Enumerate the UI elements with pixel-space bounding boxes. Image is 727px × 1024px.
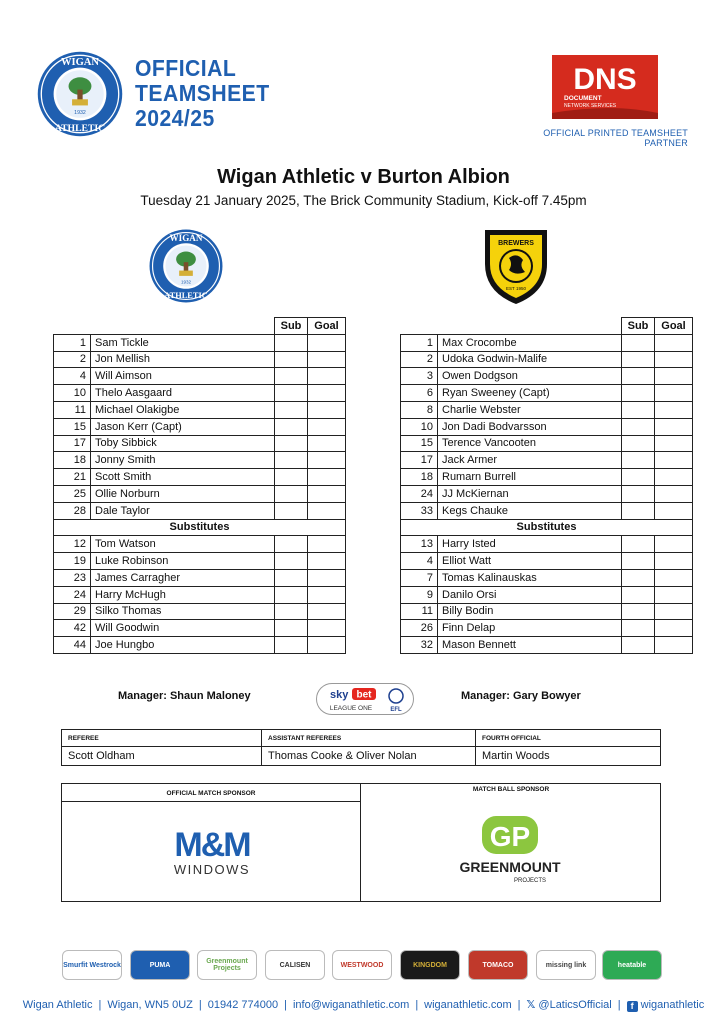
goal-cell[interactable] <box>655 401 693 418</box>
goal-cell[interactable] <box>655 637 693 654</box>
player-row <box>401 469 693 486</box>
goal-cell[interactable] <box>308 435 346 452</box>
sub-cell[interactable] <box>622 553 655 570</box>
player-row <box>54 418 346 435</box>
fourth-official-label: FOURTH OFFICIAL <box>476 730 661 747</box>
header-blank <box>54 318 91 335</box>
player-name: Joe Hungbo <box>91 637 275 654</box>
mm-logo-text: M&M <box>174 826 250 864</box>
player-row <box>54 637 346 654</box>
header-blank <box>438 318 622 335</box>
footer-x-handle[interactable]: @LaticsOfficial <box>538 999 612 1011</box>
player-row <box>401 368 693 385</box>
player-name: Will Aimson <box>91 368 275 385</box>
player-row <box>401 620 693 637</box>
sub-cell[interactable] <box>622 418 655 435</box>
goal-cell[interactable] <box>655 368 693 385</box>
dns-logo <box>552 55 658 119</box>
goal-cell[interactable] <box>308 553 346 570</box>
sub-cell[interactable] <box>275 435 308 452</box>
sub-cell[interactable] <box>622 351 655 368</box>
home-crest-top: WIGAN <box>169 232 203 243</box>
match-title: Wigan Athletic v Burton Albion <box>217 166 510 188</box>
goal-cell[interactable] <box>308 502 346 519</box>
player-row <box>54 569 346 586</box>
goal-cell[interactable] <box>655 536 693 553</box>
header-blank <box>401 318 438 335</box>
player-row <box>401 334 693 351</box>
goal-cell[interactable] <box>655 334 693 351</box>
player-number: 10 <box>401 418 438 435</box>
player-number: 3 <box>401 368 438 385</box>
skybet-brand-1: sky <box>330 689 349 701</box>
player-name: Udoka Godwin-Malife <box>438 351 622 368</box>
player-row <box>401 637 693 654</box>
crest-text-top: WIGAN <box>60 56 100 68</box>
goal-cell[interactable] <box>308 603 346 620</box>
goal-cell[interactable] <box>655 569 693 586</box>
goal-cell[interactable] <box>308 485 346 502</box>
goal-cell[interactable] <box>308 569 346 586</box>
player-number: 4 <box>401 553 438 570</box>
player-name: Harry Isted <box>438 536 622 553</box>
match-sponsor-label: OFFICIAL MATCH SPONSOR <box>166 790 256 797</box>
goal-cell[interactable] <box>308 351 346 368</box>
sub-cell[interactable] <box>622 401 655 418</box>
goal-cell[interactable] <box>655 351 693 368</box>
goal-cell[interactable] <box>655 586 693 603</box>
player-number: 11 <box>54 401 91 418</box>
crest-year: 1932 <box>74 110 86 117</box>
sub-cell[interactable] <box>275 553 308 570</box>
player-name: Dale Taylor <box>91 502 275 519</box>
home-crest-bottom: ATHLETIC <box>164 290 208 300</box>
player-number: 21 <box>54 469 91 486</box>
player-row <box>54 385 346 402</box>
player-name: Rumarn Burrell <box>438 469 622 486</box>
player-name: Terence Vancooten <box>438 435 622 452</box>
player-name: Luke Robinson <box>91 553 275 570</box>
assistants-names: Thomas Cooke & Oliver Nolan <box>262 747 476 766</box>
player-row <box>54 469 346 486</box>
goal-cell[interactable] <box>308 637 346 654</box>
home-crest-year: 1932 <box>180 279 192 285</box>
sub-cell[interactable] <box>622 637 655 654</box>
player-row <box>54 553 346 570</box>
player-number: 18 <box>401 469 438 486</box>
player-row <box>54 536 346 553</box>
away-team-table <box>400 317 693 654</box>
sub-cell[interactable] <box>275 485 308 502</box>
official-line-2: TEAMSHEET <box>135 80 270 106</box>
player-name: Mason Bennett <box>438 637 622 654</box>
partner-caption: OFFICIAL PRINTED TEAMSHEET PARTNER <box>543 128 688 148</box>
dns-logo-sub1: DOCUMENT <box>564 95 602 102</box>
player-row <box>54 351 346 368</box>
player-number: 28 <box>54 502 91 519</box>
player-number: 8 <box>401 401 438 418</box>
gp-logo-sub: PROJECTS <box>513 878 547 884</box>
player-number: 15 <box>54 418 91 435</box>
player-row <box>54 502 346 519</box>
official-line-1: OFFICIAL <box>135 55 237 81</box>
sub-cell[interactable] <box>275 603 308 620</box>
player-number: 25 <box>54 485 91 502</box>
partner-logo: heatable <box>602 950 662 980</box>
player-number: 9 <box>401 586 438 603</box>
goal-cell[interactable] <box>655 418 693 435</box>
player-row <box>54 603 346 620</box>
player-row <box>401 586 693 603</box>
player-number: 6 <box>401 385 438 402</box>
away-crest-year: EST 1950 <box>506 286 526 291</box>
home-team-table <box>53 317 346 654</box>
player-name: Jason Kerr (Capt) <box>91 418 275 435</box>
player-name: Ryan Sweeney (Capt) <box>438 385 622 402</box>
footer-address: Wigan, WN5 0UZ <box>107 999 193 1011</box>
player-number: 24 <box>54 586 91 603</box>
player-number: 44 <box>54 637 91 654</box>
sub-cell[interactable] <box>622 603 655 620</box>
player-number: 1 <box>401 334 438 351</box>
player-number: 26 <box>401 620 438 637</box>
player-number: 12 <box>54 536 91 553</box>
footer-phone: 01942 774000 <box>207 999 279 1011</box>
player-name: Max Crocombe <box>438 334 622 351</box>
player-number: 23 <box>54 569 91 586</box>
player-row <box>54 435 346 452</box>
fourth-official-name: Martin Woods <box>476 747 661 766</box>
player-row <box>401 485 693 502</box>
goal-cell[interactable] <box>655 620 693 637</box>
goal-cell[interactable] <box>308 334 346 351</box>
player-number: 19 <box>54 553 91 570</box>
player-number: 13 <box>401 536 438 553</box>
footer-website[interactable]: wiganathletic.com <box>424 999 512 1011</box>
sub-cell[interactable] <box>622 334 655 351</box>
player-name: Tomas Kalinauskas <box>438 569 622 586</box>
substitutes-header: Substitutes <box>54 519 346 536</box>
sub-cell[interactable] <box>275 334 308 351</box>
player-number: 7 <box>401 569 438 586</box>
facebook-icon: f <box>627 1001 638 1012</box>
away-crest-text: BREWERS <box>498 240 534 247</box>
goal-cell[interactable] <box>308 418 346 435</box>
player-name: Billy Bodin <box>438 603 622 620</box>
player-row <box>401 452 693 469</box>
sub-cell[interactable] <box>275 452 308 469</box>
player-number: 42 <box>54 620 91 637</box>
sub-cell[interactable] <box>622 452 655 469</box>
player-number: 32 <box>401 637 438 654</box>
sub-cell[interactable] <box>275 569 308 586</box>
goal-cell[interactable] <box>308 536 346 553</box>
goal-cell[interactable] <box>655 502 693 519</box>
player-name: Michael Olakigbe <box>91 401 275 418</box>
player-row <box>54 620 346 637</box>
player-row <box>401 385 693 402</box>
sub-cell[interactable] <box>622 502 655 519</box>
player-row <box>401 536 693 553</box>
player-row <box>401 553 693 570</box>
officials-table <box>61 729 661 766</box>
partner-logo: CALISEN <box>265 950 325 980</box>
home-crest <box>148 228 224 304</box>
player-name: Toby Sibbick <box>91 435 275 452</box>
partner-logo: missing link <box>536 950 596 980</box>
footer: Wigan Athletic | Wigan, WN5 0UZ | 01942 774000 | info@wiganathletic.com | wiganathletic.com | 𝕏 @LaticsOfficial | f wiganathletic <box>22 999 705 1011</box>
sub-cell[interactable] <box>275 385 308 402</box>
footer-email[interactable]: info@wiganathletic.com <box>292 999 410 1011</box>
sub-cell[interactable] <box>275 586 308 603</box>
sub-cell[interactable] <box>275 469 308 486</box>
x-icon: 𝕏 <box>526 999 536 1011</box>
player-name: Silko Thomas <box>91 603 275 620</box>
mm-windows-logo <box>162 826 262 878</box>
sub-cell[interactable] <box>622 469 655 486</box>
match-sponsor-header-line <box>61 801 361 802</box>
sub-cell[interactable] <box>275 351 308 368</box>
crest-text-bottom: ATHLETIC <box>54 122 106 134</box>
footer-fb-handle[interactable]: wiganathletic <box>640 999 705 1011</box>
player-number: 4 <box>54 368 91 385</box>
player-name: JJ McKiernan <box>438 485 622 502</box>
player-number: 18 <box>54 452 91 469</box>
referee-label: REFEREE <box>62 730 262 747</box>
player-name: Will Goodwin <box>91 620 275 637</box>
player-row <box>54 334 346 351</box>
player-number: 29 <box>54 603 91 620</box>
goal-cell[interactable] <box>655 469 693 486</box>
player-name: Thelo Aasgaard <box>91 385 275 402</box>
player-number: 17 <box>54 435 91 452</box>
goal-cell[interactable] <box>655 435 693 452</box>
player-number: 10 <box>54 385 91 402</box>
goal-cell[interactable] <box>308 620 346 637</box>
skybet-league-one-logo <box>316 683 414 715</box>
goal-cell[interactable] <box>308 586 346 603</box>
header-blank <box>91 318 275 335</box>
player-row <box>54 401 346 418</box>
player-number: 17 <box>401 452 438 469</box>
goal-cell[interactable] <box>655 603 693 620</box>
sub-cell[interactable] <box>622 435 655 452</box>
league-one-text: LEAGUE ONE <box>329 705 373 712</box>
sub-cell[interactable] <box>622 368 655 385</box>
sub-cell[interactable] <box>275 401 308 418</box>
away-manager: Manager: Gary Bowyer <box>461 690 581 702</box>
partner-logo: Greenmount Projects <box>197 950 257 980</box>
player-row <box>401 401 693 418</box>
player-number: 11 <box>401 603 438 620</box>
goal-cell[interactable] <box>308 368 346 385</box>
mm-logo-sub: WINDOWS <box>173 862 251 877</box>
greenmount-logo <box>450 814 570 886</box>
goal-cell[interactable] <box>308 401 346 418</box>
partner-logo: KINGDOM <box>400 950 460 980</box>
player-number: 1 <box>54 334 91 351</box>
dns-logo-sub2: NETWORK SERVICES <box>564 103 617 109</box>
goal-cell[interactable] <box>308 452 346 469</box>
sub-cell[interactable] <box>622 569 655 586</box>
sub-cell[interactable] <box>622 536 655 553</box>
player-row <box>54 586 346 603</box>
player-row <box>401 435 693 452</box>
player-row <box>401 603 693 620</box>
sub-cell[interactable] <box>275 418 308 435</box>
player-name: Finn Delap <box>438 620 622 637</box>
partner-logo: Smurfit Westrock <box>62 950 122 980</box>
away-crest <box>481 226 551 306</box>
player-number: 24 <box>401 485 438 502</box>
partner-logo: WESTWOOD <box>332 950 392 980</box>
player-number: 15 <box>401 435 438 452</box>
player-number: 2 <box>401 351 438 368</box>
player-name: Kegs Chauke <box>438 502 622 519</box>
efl-text: EFL <box>390 707 402 713</box>
goal-cell[interactable] <box>655 385 693 402</box>
sub-cell[interactable] <box>622 620 655 637</box>
official-teamsheet-title <box>135 56 270 131</box>
gp-logo-name: GREENMOUNT <box>459 859 561 875</box>
ball-sponsor-label: MATCH BALL SPONSOR <box>472 786 550 793</box>
player-name: James Carragher <box>91 569 275 586</box>
sub-cell[interactable] <box>275 368 308 385</box>
sub-cell[interactable] <box>275 536 308 553</box>
match-subtitle: Tuesday 21 January 2025, The Brick Community Stadium, Kick-off 7.45pm <box>140 193 587 208</box>
player-row <box>401 569 693 586</box>
gp-logo-mark: GP <box>489 821 531 852</box>
goal-column-header: Goal <box>655 318 693 335</box>
dns-logo-text: DNS <box>573 63 637 96</box>
player-row <box>401 351 693 368</box>
goal-cell[interactable] <box>655 452 693 469</box>
player-name: Jon Mellish <box>91 351 275 368</box>
player-name: Ollie Norburn <box>91 485 275 502</box>
player-row <box>401 418 693 435</box>
player-name: Sam Tickle <box>91 334 275 351</box>
official-line-3: 2024/25 <box>135 105 215 131</box>
sub-cell[interactable] <box>622 385 655 402</box>
player-name: Jon Dadi Bodvarsson <box>438 418 622 435</box>
player-name: Scott Smith <box>91 469 275 486</box>
home-manager: Manager: Shaun Maloney <box>118 690 251 702</box>
sub-cell[interactable] <box>275 637 308 654</box>
wigan-crest-logo <box>36 50 124 138</box>
partner-logo: TOMACO <box>468 950 528 980</box>
sub-column-header: Sub <box>622 318 655 335</box>
sub-cell[interactable] <box>622 586 655 603</box>
goal-cell[interactable] <box>308 469 346 486</box>
player-name: Harry McHugh <box>91 586 275 603</box>
sub-column-header: Sub <box>275 318 308 335</box>
goal-cell[interactable] <box>655 553 693 570</box>
player-name: Jack Armer <box>438 452 622 469</box>
player-name: Danilo Orsi <box>438 586 622 603</box>
partner-logo: PUMA <box>130 950 190 980</box>
player-name: Owen Dodgson <box>438 368 622 385</box>
assistants-label: ASSISTANT REFEREES <box>262 730 476 747</box>
player-row <box>401 502 693 519</box>
footer-club: Wigan Athletic <box>22 999 93 1011</box>
player-row <box>54 368 346 385</box>
player-number: 2 <box>54 351 91 368</box>
player-row <box>54 452 346 469</box>
player-name: Tom Watson <box>91 536 275 553</box>
referee-name: Scott Oldham <box>62 747 262 766</box>
sub-cell[interactable] <box>275 620 308 637</box>
goal-column-header: Goal <box>308 318 346 335</box>
player-row <box>54 485 346 502</box>
player-name: Charlie Webster <box>438 401 622 418</box>
player-name: Jonny Smith <box>91 452 275 469</box>
goal-cell[interactable] <box>308 385 346 402</box>
goal-cell[interactable] <box>655 485 693 502</box>
sub-cell[interactable] <box>275 502 308 519</box>
sub-cell[interactable] <box>622 485 655 502</box>
substitutes-header: Substitutes <box>401 519 693 536</box>
player-number: 33 <box>401 502 438 519</box>
skybet-brand-2: bet <box>356 689 372 701</box>
player-name: Elliot Watt <box>438 553 622 570</box>
